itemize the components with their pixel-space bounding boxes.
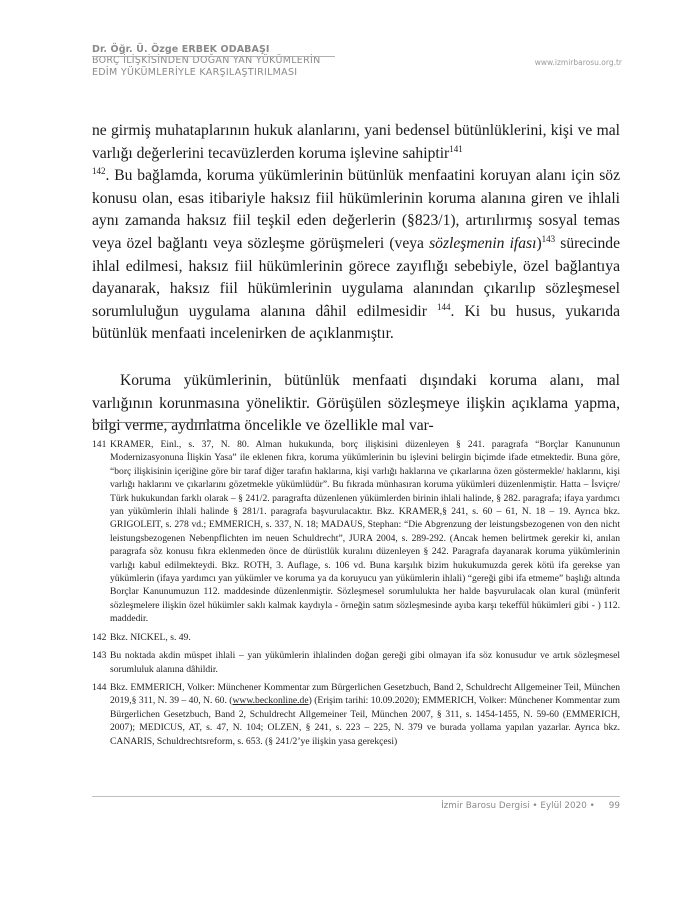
footnotes: [92, 438, 620, 753]
main-text: [92, 120, 620, 438]
page-number: 99: [608, 801, 620, 811]
footnote-ref-142[interactable]: 142: [92, 166, 106, 176]
footnote-ref-143[interactable]: 143: [541, 233, 556, 244]
beckonline-link[interactable]: www.beckonline.de: [232, 695, 309, 707]
footnote-number: 141: [92, 439, 107, 450]
footnote-ref-141[interactable]: 141: [449, 143, 463, 154]
footnote-141: [92, 438, 620, 626]
footnote-number: 143: [92, 650, 107, 662]
footnote-text: KRAMER, Einl., s. 37, N. 80. Alman hukukunda, borç ilişkisini düzenleyen § 241. paragrafa “Borçlar Kanununun Modernizasyonuna İlişkin Yasa” ile eklenen fıkra, koruma yükümlerinin bu işlevini belirgin biçimde ifade etmektedir. Buna göre, “borç ilişkisinin içeriğine göre bir taraf diğer tarafın haklarına, kişi varlığı haklarına ve çıkarlarına özen göstermekle/ haklarını, kişi varlığı haklarını ve çıkarlarını gözetmekle yükümlüdür”. Bu fıkrada münhasıran koruma yükümleri düzenlenmiştir. Hatta – İsviçre/ Türk hukukundan farklı olarak – § 241/2. paragrafta düzenlenen yükümlerden birinin ihlali halinde, § 282. paragrafa; ifaya yardımcı yan yükümlerin ihlali halinde § 281/1. paragrafa başvurulacaktır. Bkz. KRAMER,§ 241, s. 60 – 61, N. 18 – 19. Ayrıca bkz. GRIGOLEIT, s. 278 vd.; EMMERICH, s. 337, N. 18; MADAUS, Stephan: “Die Abgrenzung der leistungsbezogenen von den nicht leistungsbezogenen Nebenpflichten im neuen Schuldrecht”, JURA 2004, s. 289-292. (Ancak hemen belirtmek gerekir ki, anılan paragrafa söz konusu fıkra eklenmeden önce de dürüstlük kuralını düzenleyen § 242. Paragrafa dayanarak koruma yükümlerinin varlığı kabul edilmekteydi. Bkz. ROTH, 3. Auflage, s. 106 vd. Buna karşılık bizim hukukumuzda gerek kötü ifa gerekse yan yükümlerin (ifaya yardımcı yan yükümler ve koruma ya da koruyucu yan yükümlerin ihlali) “gereği gibi ifa etmeme” başlığı altında Borçlar Kanunumuzun 112. maddesinde düzenlenmiştir. Sözleşmesel sorumlulukta her halde başvurulacak olan kural (münferit sözleşmelere ilişkin özel hükümler saklı kalmak kaydıyla - örneğin satım sözleşmesinde ayıba karşı tekeffül hükümleri gibi - ) 112. maddedir.: [110, 439, 620, 625]
footnote-ref-144[interactable]: 144: [437, 301, 451, 312]
footnote-text: Bkz. NICKEL, s. 49.: [110, 631, 191, 643]
footnote-text: Bkz. EMMERICH, Volker: Münchener Kommentar zum Bürgerlichen Gesetzbuch, Band 2, Schuldrecht Allgemeiner Teil, München 2019,§ 311, N. 39 – 40, N. 60. (www.beckonline.de) (Erişim tarihi: 10.09.2020); EMMERICH, Volker: Münchener Kommentar zum Bürgerlichen Gesetzbuch, Band 2, Schuldrecht Allgemeiner Teil, München 2007, § 311, s. 1454-1455, N. 59-60 (EMMERICH, 2007); MEDICUS, AT, s. 47, N. 104; OLZEN, § 241, s. 223 – 225, N. 379 ve burada yollama yapılan yazarlar. Ayrıca bkz. CANARIS, Schuldrechtsreform, s. 653. (§ 241/2’ye ilişkin yasa gerekçesi): [110, 681, 620, 747]
header-divider: [92, 56, 335, 57]
footnote-142: [92, 631, 620, 644]
footnote-separator: [92, 422, 232, 423]
author-name: Dr. Öğr. Ü. Özge ERBEK ODABAŞI: [92, 44, 270, 55]
footnote-number: 142: [92, 631, 107, 643]
running-header: [92, 44, 622, 94]
journal-name: İzmir Barosu Dergisi • Eylül 2020 •: [441, 801, 595, 811]
article-title-line-1: BORÇ İLİŞKİSİNDEN DOĞAN YAN YÜKÜMLERİN: [92, 55, 321, 66]
header-url[interactable]: www.izmirbarosu.org.tr: [534, 58, 622, 67]
footnote-143: [92, 649, 620, 676]
article-title-line-2: EDİM YÜKÜMLERİYLE KARŞILAŞTIRILMASI: [92, 67, 298, 78]
footnote-number: 144: [92, 681, 107, 693]
paragraph-2: Koruma yükümlerinin, bütünlük menfaati dışındaki koruma alanı, mal varlığının korunmasına yöneliktir. Görüşülen sözleşmeye ilişkin açıklama yapma, bilgi verme, aydınlatma öncelikle ve özellikle mal var-: [92, 371, 620, 435]
paragraph-1: ne girmiş muhataplarının hukuk alanlarını, yani bedensel bütünlüklerini, kişi ve mal varlığı değerlerini tecavüzlerden koruma işlevine sahiptir$^{141}$ $^{142}$. Bu bağlamda, koruma yükümlerinin bütünlük menfaatini koruyan alanı için söz konusu olan, esas itibariyle haksız fiil hükümlerinin koruma alanına giren ve ihlali aynı zamanda haksız fiil teşkil eden değerlerin (§823/1), artırılırmış sosyal temas veya özel bağlantı veya sözleşme görüşmeleri (veya sözleşmenin ifası)$^{143}$ sürecinde ihlal edilmesi, haksız fiil hükümlerinin görece zayıflığı sebebiyle, özel bağlantıya dayanarak, haksız fiil hükümlerinin uygulama alanından çıkarılıp sözleşmesel sorumluluğun uygulama alanına dâhil edilmesidir $^{144}$. Ki bu husus, yukarıda bütünlük menfaati incelenirken de açıklanmıştır.: [92, 122, 620, 343]
footnote-text: Bu noktada akdin müspet ihlali – yan yükümlerin ihlalinden doğan gereği gibi olmayan ifa söz konusudur ve artık sözleşmesel sorumluluk alanına dâhildir.: [110, 650, 620, 675]
page-footer: [441, 801, 620, 811]
footer-divider: [92, 796, 620, 797]
footnote-144: [92, 681, 620, 748]
